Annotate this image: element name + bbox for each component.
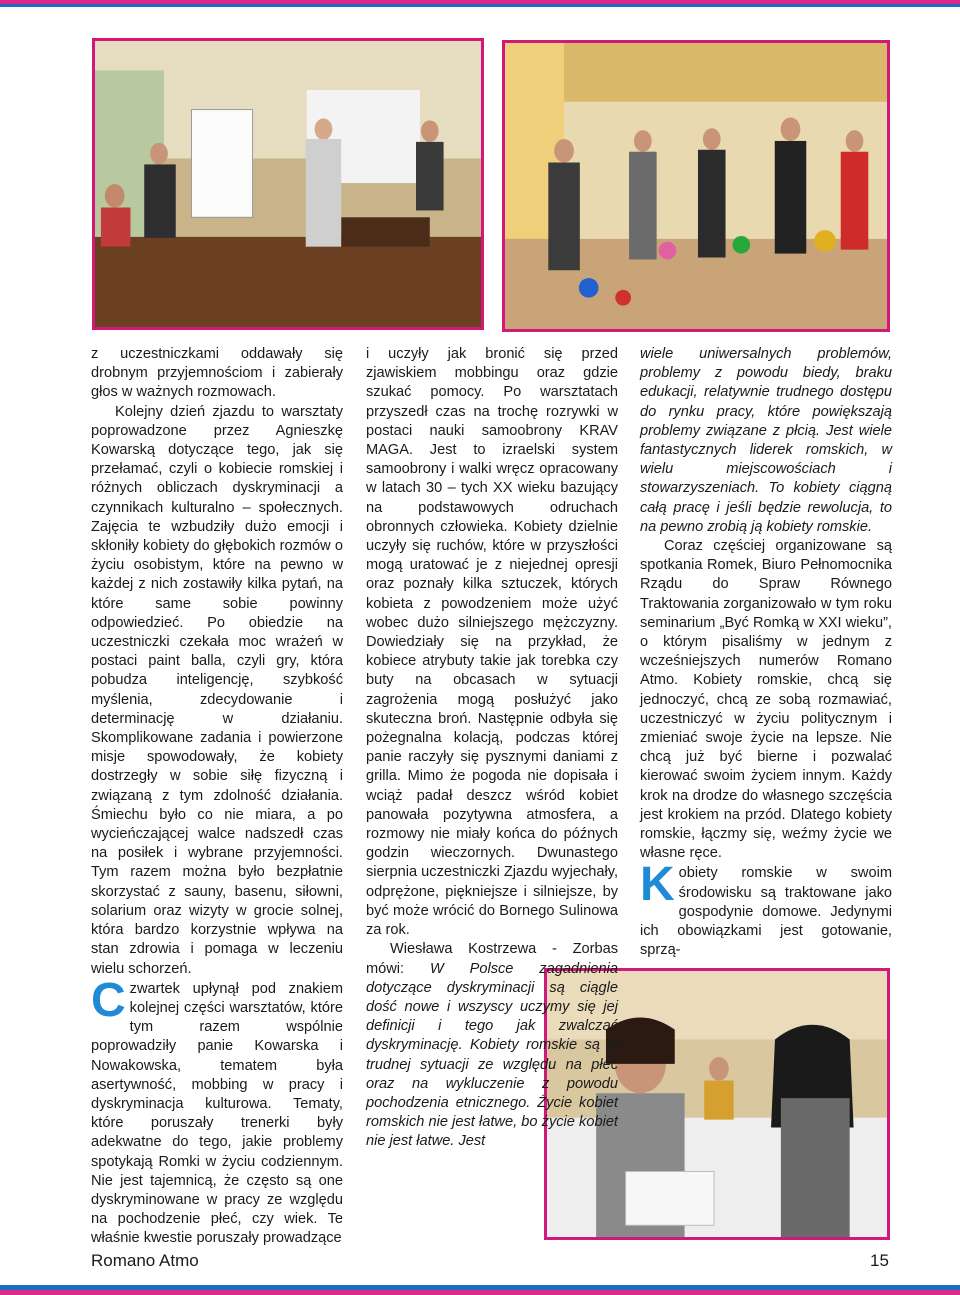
col2-paragraph-2 <box>366 940 618 1151</box>
col2-quote-lead: Wiesława Kostrzewa - Zorbas mówi: <box>366 941 618 977</box>
col1-paragraph-2: Kolejny dzień zjazdu to warsztaty poprowadzone przez Agnieszkę Kowarską dotyczące tego, jak się przełamać, czyli o kobiecie romskiej i różnych obliczach dyskryminacji a czynnikach kulturalno – społecznych. Zajęcia te wzbudziły dużo emocji i skłoniły kobiety do głębokich rozmów o życiu osobistym, które na pewno w każdej z nich zostawiły kilka pytań, na które same sobie powinny odpowiedzieć. Po obiedzie na uczestniczki czekała moc wrażeń w postaci paint balla, czyli gry, która pobudza inteligencję, szybkość myślenia, zdecydowanie i determinację w działaniu. Skomplikowane zadania i powierzone misje spowodowały, że kobiety dostrzegły w sobie siłę fizyczną i związaną z tym zdolność działania. Śmiechu było co nie miara, a po wycieńczającej walce nadszedł czas na posiłek i wybrane przyjemności. Tym razem można było bezpłatnie skorzystać z sauny, basenu, siłowni, solarium oraz wizyty w grocie solnej, która bardzo korzystnie wpływa na stan zdrowia i pomaga w leczeniu wielu schorzeń. <box>91 403 343 977</box>
col3-paragraph-3 <box>640 858 892 960</box>
col1-paragraph-1: z uczestniczkami oddawały się drobnym przyjemnościom i zabierały głos w ważnych rozmowach. <box>91 346 343 401</box>
top-stripe-blue <box>0 4 960 7</box>
text-column-1 <box>91 345 343 1249</box>
drop-cap-k: K <box>640 858 675 912</box>
text-column-3 <box>640 345 892 961</box>
col2-quote: W Polsce zagadnienia dotyczące dyskryminacji są ciągle dość nowe i wszyscy uczymy się jej definicji i tego jak zwalczać dyskryminację. Kobiety romskie są w trudnej sytuacji ze względu na płeć oraz na wykluczenie z powodu pochodzenia etnicznego. Życie kobiet romskich nie jest łatwe, bo życie kobiet nie jest łatwe. Jest <box>366 960 618 1150</box>
col1-paragraph-3-text: zwartek upłynął pod znakiem kolejnej części warsztatów, które tym razem wspólnie poprowadziły panie Kowarska i Nowakowska, tematem była asertywność, mobbing w pracy i dyskryminacja kulturowa. Tematy, które poruszały trenerki były adekwatne do tego, jakie problemy spotykają Romki w życiu codziennym. Nie jest tajemnicą, że często są one dyskryminowane w pracy ze względu na pochodzenie płeć, czy wiek. Te właśnie kwestie poruszały prowadzące <box>91 980 343 1247</box>
footer-magazine-name: Romano Atmo <box>91 1251 199 1270</box>
text-column-2 <box>366 345 618 1152</box>
bottom-stripe-magenta <box>0 1290 960 1295</box>
workshop-exercise-photo <box>502 40 890 332</box>
footer-page-number: 15 <box>870 1251 889 1270</box>
workshop-presentation-photo <box>92 38 484 330</box>
col3-paragraph-2: Coraz częściej organizowane są spotkania Romek, Biuro Pełnomocnika Rządu do Spraw Równego Traktowania zorganizowało w tym roku seminarium „Być Romką w XXI wieku”, o którym pisaliśmy w jednym z wcześniejszych numerów Romano Atmo. Kobiety romskie, chcą się jednoczyć, chcą ze sobą rozmawiać, uczestniczyć w życiu politycznym i zmieniać swoje życie na lepsze. Nie chcą już być bierne i pozwalać kierować swoim życiem innym. Każdy krok na drodze do własnego szczęścia jest krokiem na przód. Dlatego kobiety romskie, łączmy się, weźmy życie we własne ręce. <box>640 538 892 862</box>
col3-paragraph-3-text: obiety romskie w swoim środowisku są traktowane jako gospodynie domowe. Jedynymi ich obowiązkami jest gotowanie, sprzą- <box>640 865 892 959</box>
col1-paragraph-3 <box>91 973 343 1249</box>
col2-paragraph-1: i uczyły jak bronić się przed zjawiskiem mobbingu oraz gdzie szukać pomocy. Po warsztatach przyszedł czas na trochę rozrywki w postaci nauki samoobrony KRAV MAGA. Jest to izraelski system samoobrony i walki wręcz opracowany w latach 30 – tych XX wieku bazujący na podstawowych odruchach obronnych człowieka. Kobiety dzielnie uczyły się ruchów, które w przyszłości mogą uratować je z niejednej opresji oraz poznały kilka sztuczek, których kobieta z powodzeniem może użyć wobec dużo silniejszego mężczyzny. Dowiedziały się na przykład, że kobiece atrybuty takie jak torebka czy buty na obcasach w sytuacji zagrożenia mogą posłużyć jako skuteczna broń. Następnie odbyła się pożegnalna kolacją, podczas której panie raczyły się pysznymi daniami z grilla. Mimo że pogoda nie dopisała i wciąż padał deszcz wśród kobiet panowała pozytywna atmosfera, a rozmowy nie miały końca do późnych godzin wieczornych. Dwunastego sierpnia uczestniczki Zjazdu wyjechały, odprężone, piękniejsze i silniejsze, by być może wrócić do Bornego Sulinowa za rok. <box>366 346 618 939</box>
drop-cap-c: C <box>91 973 126 1027</box>
col3-paragraph-1: wiele uniwersalnych problemów, problemy z powodu biedy, braku edukacji, relatywnie trudnego dostępu do rynku pracy, które powiększają problemy związane z płcią. Jest wiele fantastycznych liderek romskich, w wielu miejscowościach i stowarzyszeniach. To kobiety ciągną całą pracę i jeśli będzie rewolucja, to na pewno zrobią ją kobiety romskie. <box>640 346 892 535</box>
